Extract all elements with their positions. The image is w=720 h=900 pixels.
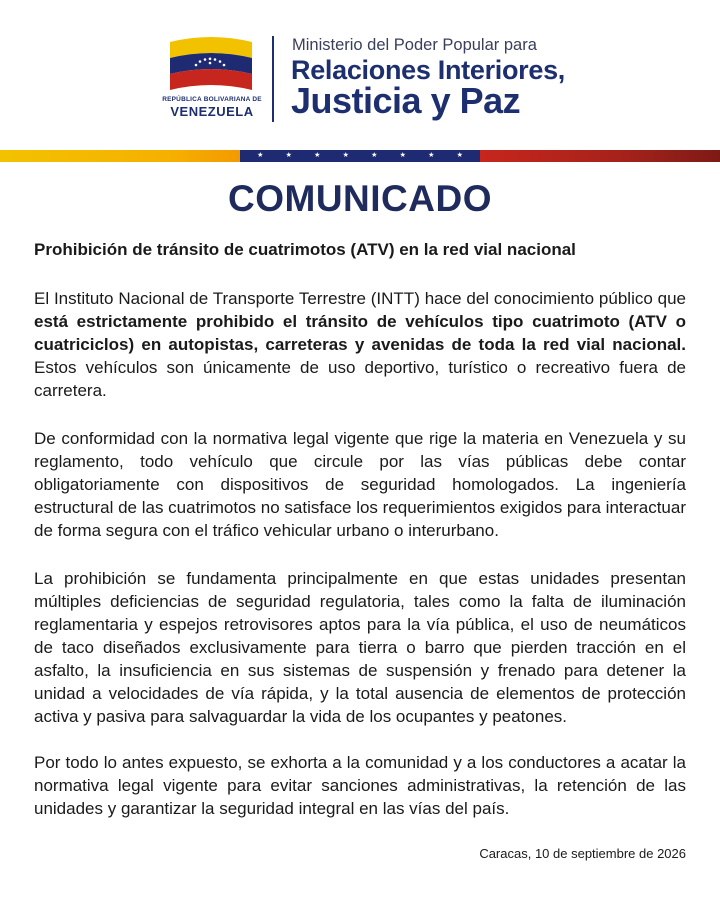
paragraph-1-text-a: El Instituto Nacional de Transporte Terrestre (INTT) hace del conocimiento público que xyxy=(34,289,686,308)
ministry-name-line3: Justicia y Paz xyxy=(291,80,521,121)
paragraph-2: De conformidad con la normativa legal vigente que rige la materia en Venezuela y su reglamento, todo vehículo que circule por las vías públicas debe contar obligatoriamente con dispositivos de seguridad homologados. La ingeniería estructural de las cuatrimotos no satisface los requerimientos exigidos para interactuar de forma segura con el tráfico vehicular urbano o interurbano. xyxy=(34,429,686,540)
star-icon: ★ xyxy=(314,152,321,159)
document-date: Caracas, 10 de septiembre de 2026 xyxy=(479,846,686,861)
star-icon: ★ xyxy=(257,152,264,159)
flag-stripe xyxy=(0,150,720,162)
ministry-name-line2: Relaciones Interiores, xyxy=(291,55,566,85)
star-icon: ★ xyxy=(456,152,463,159)
paragraph-1-bold: está estrictamente prohibido el tránsito de vehículos tipo cuatrimoto (ATV o cuatriciclos) en autopistas, carreteras y avenidas de toda la red vial nacional. xyxy=(34,312,686,354)
header-divider xyxy=(272,36,274,122)
paragraph-1-text-b: Estos vehículos son únicamente de uso deportivo, turístico o recreativo fuera de carretera. xyxy=(34,358,686,400)
star-icon: ★ xyxy=(428,152,435,159)
document-title: COMUNICADO xyxy=(228,178,492,219)
paragraph-1 xyxy=(34,287,686,402)
ministry-name-line1: Ministerio del Poder Popular para xyxy=(292,36,537,54)
header xyxy=(0,0,720,150)
paragraph-4: Por todo lo antes expuesto, se exhorta a la comunidad y a los conductores a acatar la normativa legal vigente para evitar sanciones administrativas, la retención de las unidades y garantizar la seguridad integral en las vías del país. xyxy=(34,753,686,818)
stripe-blue-stars xyxy=(240,150,480,162)
star-icon: ★ xyxy=(371,152,378,159)
paragraph-3: La prohibición se fundamenta principalmente en que estas unidades presentan múltiples deficiencias de seguridad regulatoria, tales como la falta de iluminación reglamentaria y espejos retrovisores aptos para la vía pública, el uso de neumáticos de taco diseñados exclusivamente para tierra o barro que pierden tracción en el asfalto, la insuficiencia en sus sistemas de suspensión y frenado para detener la unidad a velocidades de vía rápida, y la total ausencia de elementos de protección activa y pasiva para salvaguardar la vida de los ocupantes y peatones. xyxy=(34,569,686,726)
document-subtitle: Prohibición de tránsito de cuatrimotos (ATV) en la red vial nacional xyxy=(34,240,576,259)
venezuela-flag-icon xyxy=(168,34,254,92)
stripe-yellow xyxy=(0,150,240,162)
country-name-line1: REPÚBLICA BOLIVARIANA DE xyxy=(162,96,262,103)
star-icon: ★ xyxy=(285,152,292,159)
country-name-line2: VENEZUELA xyxy=(170,104,254,119)
stripe-red xyxy=(480,150,720,162)
star-icon: ★ xyxy=(399,152,406,159)
star-icon: ★ xyxy=(342,152,349,159)
